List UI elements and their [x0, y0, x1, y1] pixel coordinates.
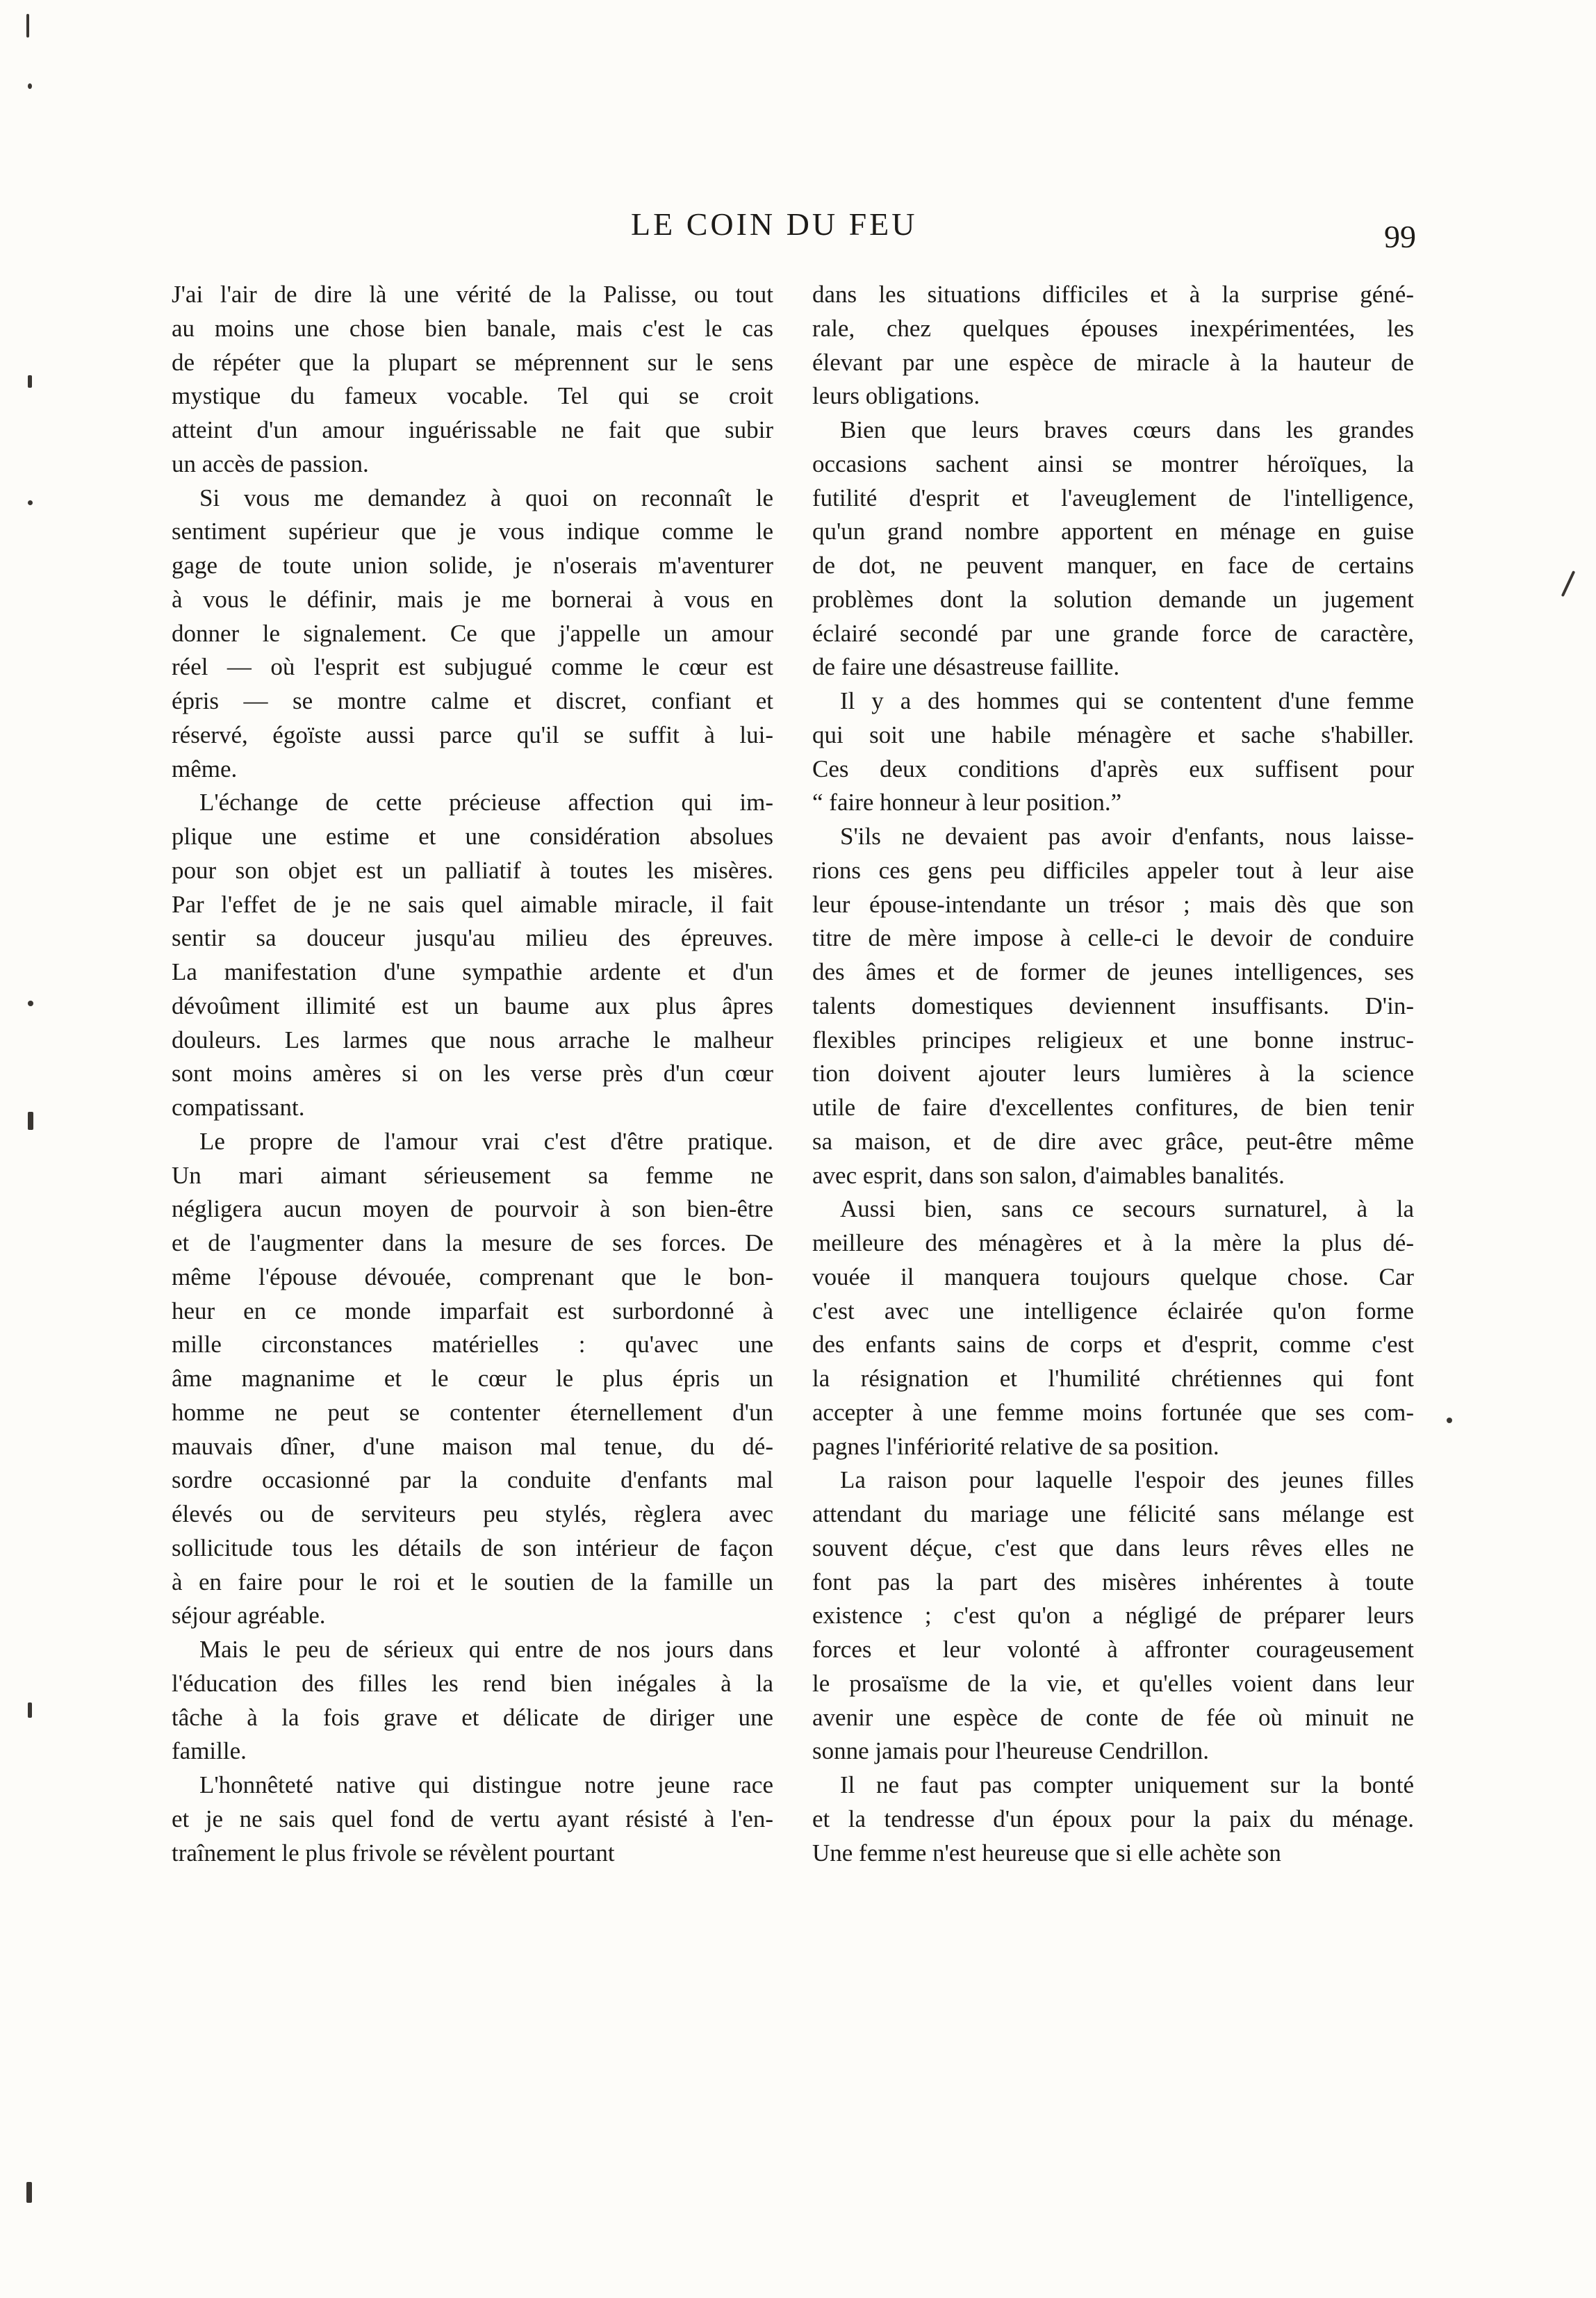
text-line: âme magnanime et le cœur le plus épris un	[172, 1365, 773, 1392]
text-line: douleurs. Les larmes que nous arrache le malheur	[172, 1026, 773, 1053]
text-line: Bien que leurs braves cœurs dans les grandes	[840, 416, 1414, 443]
text-line: de répéter que la plupart se méprennent sur le sens	[172, 348, 773, 376]
text-line: Mais le peu de sérieux qui entre de nos jours dans	[199, 1636, 773, 1663]
text-line: meilleure des ménagères et à la mère la plus dé-	[812, 1229, 1414, 1256]
text-line: dans les situations difficiles et à la surprise géné-	[812, 281, 1414, 308]
text-line: Il ne faut pas compter uniquement sur la bonté	[840, 1771, 1414, 1798]
text-line: le prosaïsme de la vie, et qu'elles voient dans leur	[812, 1669, 1414, 1697]
text-line: c'est avec une intelligence éclairée qu'on forme	[812, 1297, 1414, 1324]
text-line: sont moins amères si on les verse près d'un cœur	[172, 1060, 773, 1088]
running-title: LE COIN DU FEU	[631, 206, 918, 242]
paragraph	[172, 278, 773, 482]
page-header	[0, 206, 1596, 261]
text-line: J'ai l'air de dire là une vérité de la Palisse, ou tout	[172, 281, 773, 308]
text-line: problèmes dont la solution demande un jugement	[812, 585, 1414, 613]
text-line: des âmes et de former de jeunes intelligences, ses	[812, 958, 1414, 985]
text-line: tion doivent ajouter leurs lumières à la science	[812, 1060, 1414, 1088]
paragraph	[812, 413, 1414, 684]
text-line: utile de faire d'excellentes confitures, de bien tenir	[812, 1094, 1414, 1121]
text-line: même l'épouse dévouée, comprenant que le bon-	[172, 1263, 773, 1290]
left-column	[172, 278, 773, 1870]
text-line: attendant du mariage une félicité sans mélange est	[812, 1500, 1414, 1527]
text-line: séjour agréable.	[172, 1602, 326, 1630]
text-line: réservé, égoïste aussi parce qu'il se suffit à lui-	[172, 721, 773, 748]
text-line: “ faire honneur à leur position.”	[812, 789, 1122, 816]
paragraph	[172, 1633, 773, 1768]
text-line: souvent déçue, c'est que dans leurs rêves elles ne	[812, 1534, 1414, 1561]
page-number: 99	[1384, 219, 1416, 254]
text-line: Ces deux conditions d'après eux suffisent pour	[812, 755, 1414, 782]
text-line: Il y a des hommes qui se contentent d'une femme	[840, 687, 1414, 714]
text-line: heur en ce monde imparfait est surbordonné à	[172, 1297, 773, 1324]
text-line: dévoûment illimité est un baume aux plus âpres	[172, 992, 773, 1019]
text-line: plique une estime et une considération absolues	[172, 823, 773, 850]
text-line: sollicitude tous les détails de son intérieur de façon	[172, 1534, 773, 1561]
text-line: réel — où l'esprit est subjugué comme le cœur est	[172, 653, 773, 681]
paragraph	[812, 278, 1414, 413]
text-line: sentiment supérieur que je vous indique comme le	[172, 518, 773, 545]
text-line: négligera aucun moyen de pourvoir à son bien-être	[172, 1195, 773, 1223]
text-line: flexibles principes religieux et une bonne instruc-	[812, 1026, 1414, 1053]
text-line: à vous le définir, mais je me bornerai à vous en	[172, 585, 773, 613]
text-line: La raison pour laquelle l'espoir des jeunes filles	[840, 1466, 1414, 1494]
text-line: La manifestation d'une sympathie ardente et d'un	[172, 958, 773, 985]
text-line: forces et leur volonté à affronter courageusement	[812, 1636, 1414, 1663]
paragraph	[812, 820, 1414, 1192]
text-line: et la tendresse d'un époux pour la paix du ménage.	[812, 1805, 1414, 1832]
text-line: gage de toute union solide, je n'oserais m'aventurer	[172, 552, 773, 579]
text-line: Aussi bien, sans ce secours surnaturel, à la	[840, 1195, 1414, 1223]
text-line: des enfants sains de corps et d'esprit, comme c'est	[812, 1331, 1414, 1359]
text-line: rions ces gens peu difficiles appeler tout à leur aise	[812, 856, 1414, 884]
text-line: famille.	[172, 1737, 247, 1765]
text-line: donner le signalement. Ce que j'appelle un amour	[172, 619, 773, 647]
text-line: leurs obligations.	[812, 382, 980, 410]
text-line: homme ne peut se contenter éternellement d'un	[172, 1398, 773, 1426]
text-line: vouée il manquera toujours quelque chose. Car	[812, 1263, 1414, 1290]
text-line: et je ne sais quel fond de vertu ayant résisté à l'en-	[172, 1805, 773, 1832]
text-line: avenir une espèce de conte de fée où minuit ne	[812, 1703, 1414, 1731]
paragraph	[812, 684, 1414, 820]
text-line: sentir sa douceur jusqu'au milieu des épreuves.	[172, 924, 773, 952]
text-line: élevant par une espèce de miracle à la hauteur de	[812, 348, 1414, 376]
text-line: éclairé secondé par une grande force de caractère,	[812, 619, 1414, 647]
text-line: de faire une désastreuse faillite.	[812, 653, 1120, 681]
text-line: Le propre de l'amour vrai c'est d'être pratique.	[199, 1127, 773, 1155]
text-line: la résignation et l'humilité chrétiennes qui font	[812, 1365, 1414, 1392]
text-line: Un mari aimant sérieusement sa femme ne	[172, 1161, 773, 1189]
paragraph	[172, 1768, 773, 1870]
text-line: mystique du fameux vocable. Tel qui se croit	[172, 382, 773, 410]
text-line: rale, chez quelques épouses inexpérimentées, les	[812, 314, 1414, 342]
text-line: Par l'effet de je ne sais quel aimable miracle, il fait	[172, 890, 773, 918]
text-line: l'éducation des filles les rend bien inégales à la	[172, 1669, 773, 1697]
text-line: futilité d'esprit et l'aveuglement de l'intelligence,	[812, 484, 1414, 511]
text-line: atteint d'un amour inguérissable ne fait que subir	[172, 416, 773, 443]
text-line: Si vous me demandez à quoi on reconnaît le	[199, 484, 773, 511]
text-line: tâche à la fois grave et délicate de diriger une	[172, 1703, 773, 1731]
text-line: traînement le plus frivole se révèlent pourtant	[172, 1839, 615, 1866]
text-line: titre de mère impose à celle-ci le devoir de conduire	[812, 924, 1414, 952]
text-line: sordre occasionné par la conduite d'enfants mal	[172, 1466, 773, 1494]
text-line: qu'un grand nombre apportent en ménage en guise	[812, 518, 1414, 545]
text-line: sa maison, et de dire avec grâce, peut-être même	[812, 1127, 1414, 1155]
paragraph	[812, 1463, 1414, 1768]
text-line: un accès de passion.	[172, 450, 369, 477]
text-line: leur épouse-intendante un trésor ; mais dès que son	[812, 890, 1414, 918]
paragraph	[172, 1125, 773, 1633]
paragraph	[812, 1768, 1414, 1870]
text-line: compatissant.	[172, 1094, 305, 1121]
text-line: de dot, ne peuvent manquer, en face de certains	[812, 552, 1414, 579]
text-line: à en faire pour le roi et le soutien de la famille un	[172, 1568, 773, 1595]
text-line: mille circonstances matérielles : qu'avec une	[172, 1331, 773, 1359]
paragraph	[812, 1192, 1414, 1463]
text-line: qui soit une habile ménagère et sache s'habiller.	[812, 721, 1414, 748]
text-line: Une femme n'est heureuse que si elle achète son	[812, 1839, 1281, 1866]
text-line: font pas la part des misères inhérentes à toute	[812, 1568, 1414, 1595]
text-line: et de l'augmenter dans la mesure de ses forces. De	[172, 1229, 773, 1256]
text-line: L'honnêteté native qui distingue notre jeune race	[199, 1771, 773, 1798]
text-line: élevés ou de serviteurs peu stylés, règlera avec	[172, 1500, 773, 1527]
text-line: au moins une chose bien banale, mais c'est le cas	[172, 314, 773, 342]
text-line: même.	[172, 755, 238, 782]
text-line: pagnes l'infériorité relative de sa position.	[812, 1432, 1219, 1460]
text-line: accepter à une femme moins fortunée que ses com-	[812, 1398, 1414, 1426]
text-line: existence ; c'est qu'on a négligé de préparer leurs	[812, 1602, 1414, 1630]
text-line: S'ils ne devaient pas avoir d'enfants, nous laisse-	[840, 823, 1414, 850]
text-line: avec esprit, dans son salon, d'aimables banalités.	[812, 1161, 1285, 1189]
text-line: épris — se montre calme et discret, confiant et	[172, 687, 773, 714]
text-line: mauvais dîner, d'une maison mal tenue, du dé-	[172, 1432, 773, 1460]
text-line: talents domestiques deviennent insuffisants. D'in-	[812, 992, 1414, 1019]
text-line: pour son objet est un palliatif à toutes les misères.	[172, 856, 773, 884]
right-column	[812, 278, 1414, 1870]
text-line: L'échange de cette précieuse affection qui im-	[199, 789, 773, 816]
text-line: occasions sachent ainsi se montrer héroïques, la	[812, 450, 1414, 477]
paragraph	[172, 482, 773, 787]
text-line: sonne jamais pour l'heureuse Cendrillon.	[812, 1737, 1210, 1765]
paragraph	[172, 786, 773, 1125]
